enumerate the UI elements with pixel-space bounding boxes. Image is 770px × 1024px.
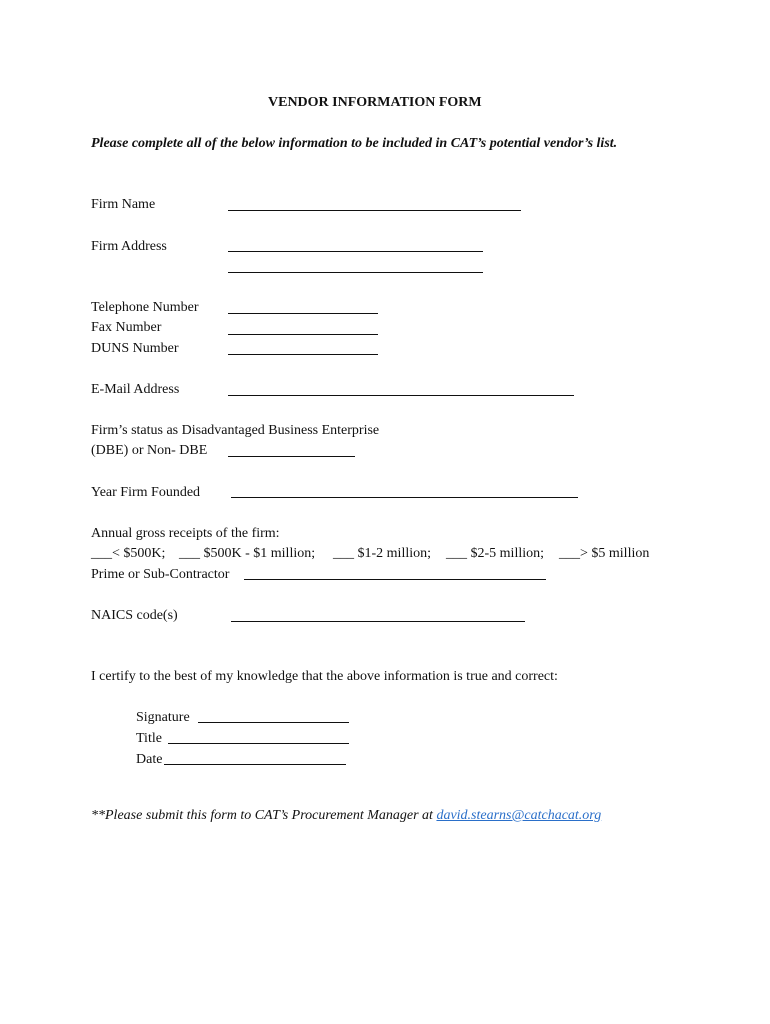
prime-sub-label: Prime or Sub-Contractor <box>91 567 230 582</box>
dbe-field[interactable] <box>228 456 355 457</box>
firm-address-label: Firm Address <box>91 239 167 254</box>
signer-title-label: Title <box>136 731 162 746</box>
form-intro: Please complete all of the below information to be included in CAT’s potential vendor’s list. <box>91 136 618 151</box>
duns-field[interactable] <box>228 354 378 355</box>
year-founded-label: Year Firm Founded <box>91 485 201 500</box>
gross-receipt-option[interactable]: ___ $2-5 million; <box>446 546 544 561</box>
gross-receipt-option[interactable]: ___< $500K; <box>91 546 166 561</box>
telephone-field[interactable] <box>228 313 378 314</box>
naics-field[interactable] <box>231 621 525 622</box>
date-field[interactable] <box>164 764 346 765</box>
signature-label: Signature <box>136 710 190 725</box>
dbe-label-line1: Firm’s status as Disadvantaged Business Enterprise <box>91 423 380 438</box>
certify-statement: I certify to the best of my knowledge that the above information is true and correct: <box>91 669 558 684</box>
firm-address-field-line2[interactable] <box>228 272 483 273</box>
procurement-email-link[interactable]: david.stearns@catchacat.org <box>436 808 602 823</box>
firm-name-label: Firm Name <box>91 197 156 212</box>
gross-receipt-option[interactable]: ___> $5 million <box>559 546 650 561</box>
signer-title-field[interactable] <box>168 743 349 744</box>
naics-label: NAICS code(s) <box>91 608 178 623</box>
form-title: VENDOR INFORMATION FORM <box>268 95 482 110</box>
fax-field[interactable] <box>228 334 378 335</box>
telephone-label: Telephone Number <box>91 300 199 315</box>
duns-label: DUNS Number <box>91 341 179 356</box>
fax-label: Fax Number <box>91 320 162 335</box>
year-founded-field[interactable] <box>231 497 578 498</box>
prime-sub-field[interactable] <box>244 579 546 580</box>
firm-name-field[interactable] <box>228 210 521 211</box>
dbe-label-line2: (DBE) or Non- DBE <box>91 443 208 458</box>
firm-address-field-line1[interactable] <box>228 251 483 252</box>
gross-receipts-label: Annual gross receipts of the firm: <box>91 526 280 541</box>
footer-text: **Please submit this form to CAT’s Procurement Manager at <box>91 808 437 823</box>
email-field[interactable] <box>228 395 574 396</box>
gross-receipt-option[interactable]: ___ $1-2 million; <box>333 546 431 561</box>
email-label: E-Mail Address <box>91 382 180 397</box>
signature-field[interactable] <box>198 722 349 723</box>
date-label: Date <box>136 752 163 767</box>
footer-note <box>91 807 601 825</box>
gross-receipt-option[interactable]: ___ $500K - $1 million; <box>179 546 316 561</box>
